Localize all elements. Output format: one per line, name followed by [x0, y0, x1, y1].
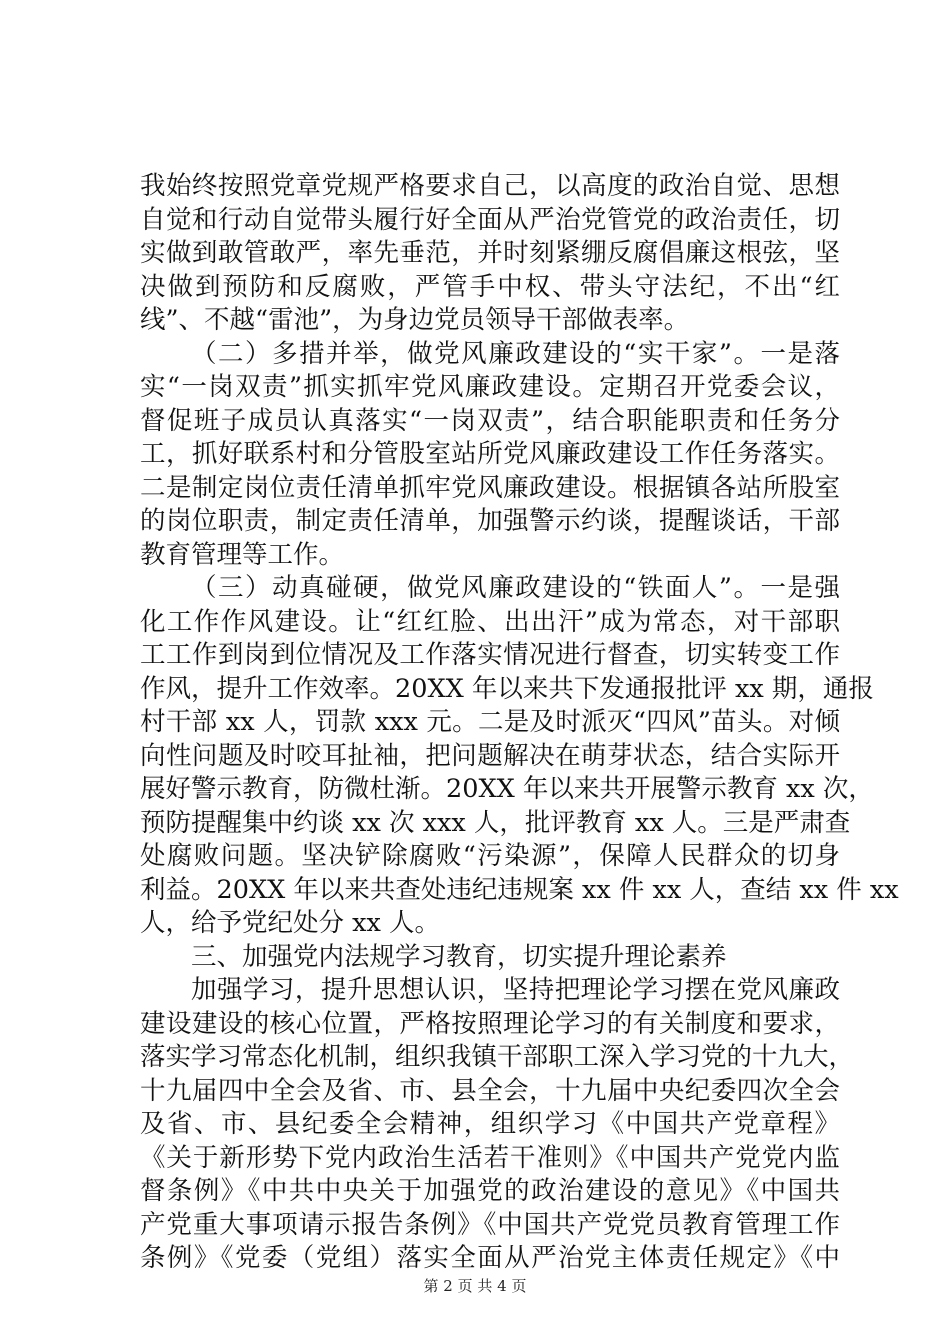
text-line: 教育管理等工作。: [140, 539, 345, 570]
text-line: 村干部 xx 人，罚款 xxx 元。二是及时派灭“四风”苗头。对倾: [140, 707, 840, 737]
text-line: 建设建设的核心位置，严格按照理论学习的有关制度和要求，: [140, 1008, 840, 1039]
text-line: 十九届四中全会及省、市、县全会，十九届中央纪委四次全会: [140, 1075, 840, 1106]
text-line: 产党重大事项请示报告条例》《中国共产党党员教育管理工作: [140, 1209, 840, 1240]
text-line: 自觉和行动自觉带头履行好全面从严治党管党的政治责任，切: [140, 204, 840, 235]
text-line: 处腐败问题。坚决铲除腐败“污染源”，保障人民群众的切身: [140, 841, 840, 871]
text-line: 《关于新形势下党内政治生活若干准则》《中国共产党党内监: [140, 1142, 840, 1173]
text-line: 三、加强党内法规学习教育，切实提升理论素养: [191, 941, 727, 972]
text-line: 我始终按照党章党规严格要求自己，以高度的政治自觉、思想: [140, 171, 840, 201]
text-line: 的岗位职责，制定责任清单，加强警示约谈，提醒谈话，干部: [140, 506, 840, 536]
text-line: 线”、不越“雷池”，为身边党员领导干部做表率。: [140, 305, 690, 335]
text-line: 实做到敢管敢严，率先垂范，并时刻紧绷反腐倡廉这根弦，坚: [140, 238, 840, 268]
text-line: （三）动真碰硬，做党风廉政建设的“铁面人”。一是强: [191, 573, 840, 603]
text-line: 及省、市、县纪委全会精神，组织学习《中国共产党章程》: [140, 1109, 840, 1139]
text-line: 督促班子成员认真落实“一岗双责”，结合职能职责和任务分: [140, 405, 840, 436]
text-line: 利益。20XX 年以来共查处违纪违规案 xx 件 xx 人，查结 xx 件 xx: [140, 874, 899, 905]
body-text: [140, 170, 899, 1276]
text-line: 督条例》《中共中央关于加强党的政治建设的意见》《中国共: [140, 1176, 840, 1206]
text-line: 加强学习，提升思想认识，坚持把理论学习摆在党风廉政: [191, 975, 840, 1005]
text-line: 作风，提升工作效率。20XX 年以来共下发通报批评 xx 期，通报: [140, 673, 874, 704]
text-line: 展好警示教育，防微杜渐。20XX 年以来共开展警示教育 xx 次，: [140, 774, 874, 804]
page-footer: 第 2 页 共 4 页: [423, 1277, 527, 1295]
text-line: 向性问题及时咬耳扯袖，把问题解决在萌芽状态，结合实际开: [140, 740, 840, 771]
text-line: 工，抓好联系村和分管股室站所党风廉政建设工作任务落实。: [140, 439, 840, 469]
text-line: 条例》《党委（党组）落实全面从严治党主体责任规定》《中: [140, 1243, 840, 1273]
text-line: 实“一岗双责”抓实抓牢党风廉政建设。定期召开党委会议，: [140, 372, 840, 402]
text-line: 工工作到岗到位情况及工作落实情况进行督查，切实转变工作: [140, 640, 840, 670]
text-line: 化工作作风建设。让“红红脸、出出汗”成为常态，对干部职: [140, 606, 840, 637]
text-line: 决做到预防和反腐败，严管手中权、带头守法纪，不出“红: [140, 271, 840, 302]
text-line: （二）多措并举，做党风廉政建设的“实干家”。一是落: [191, 338, 840, 369]
text-line: 落实学习常态化机制，组织我镇干部职工深入学习党的十九大，: [140, 1042, 855, 1072]
text-line: 人，给予党纪处分 xx 人。: [140, 908, 440, 938]
text-line: 二是制定岗位责任清单抓牢党风廉政建设。根据镇各站所股室: [140, 472, 840, 503]
text-line: 预防提醒集中约谈 xx 次 xxx 人，批评教育 xx 人。三是严肃查: [140, 807, 851, 838]
